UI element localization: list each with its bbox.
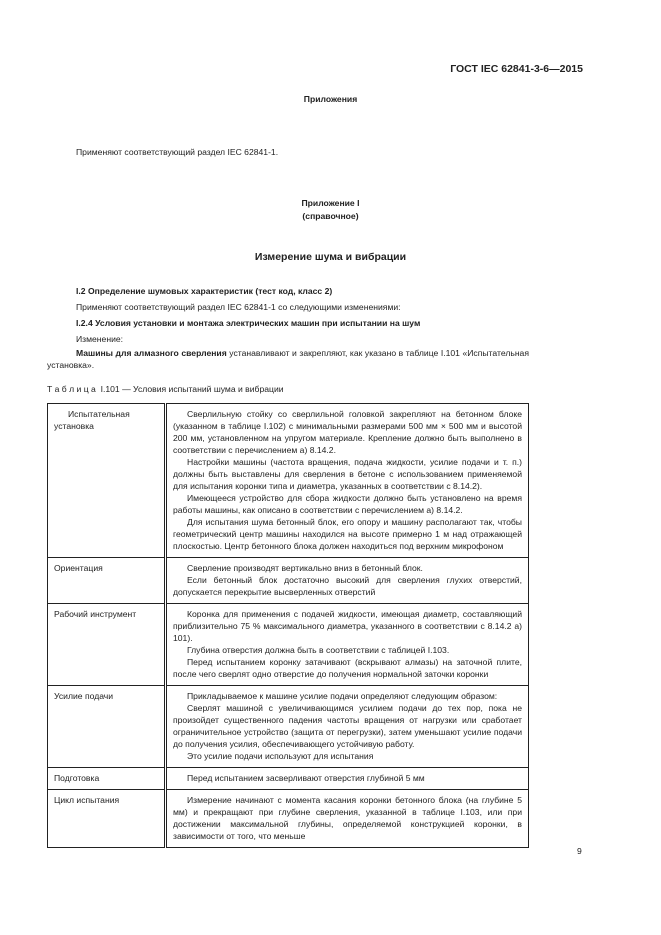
- row-label: [48, 686, 166, 768]
- table-caption: [47, 383, 284, 395]
- row-content: [166, 604, 529, 686]
- table-caption-prefix: Т а б л и ц а I.101: [47, 384, 120, 394]
- row-paragraph: Для испытания шума бетонный блок, его опору и машину располагают так, чтобы геометрический центр машины находился на высоте примерно 1 м над отражающей плоскостью. Центр бетонного блока должен находиться под верхним микрофоном: [173, 517, 522, 551]
- document-header: ГОСТ IEC 62841-3-6—2015: [450, 63, 583, 75]
- conditions-table: [47, 403, 529, 848]
- change-label: Изменение:: [76, 334, 124, 344]
- row-paragraph: Если бетонный блок достаточно высокий для сверления глухих отверстий, допускается перекрытие высверленных отверстий: [173, 575, 522, 597]
- row-label-text: Ориентация: [54, 563, 103, 573]
- row-paragraph: Сверление производят вертикально вниз в бетонный блок.: [187, 563, 423, 573]
- table-row: [48, 686, 529, 768]
- subsection-heading: I.2.4 Условия установки и монтажа электрических машин при испытании на шум: [76, 318, 421, 328]
- row-paragraph: Настройки машины (частота вращения, подача жидкости, усилие подачи и т. п.) должны быть выставлены для сверления в бетоне с использованием применяемой для испытания коронки типа и диаметра, указанных в соответствии с 8.14.2).: [173, 457, 522, 491]
- row-content: [166, 404, 529, 558]
- row-label: [48, 558, 166, 604]
- table-caption-text: — Условия испытаний шума и вибрации: [119, 384, 284, 394]
- page-number: 9: [577, 846, 582, 856]
- row-paragraph: Измерение начинают с момента касания коронки бетонного блока (на глубине 5 мм) и прекращают при глубине сверления, указанной в таблице I.103, или при достижении максимальной глубины, определяемой конструкцией коронки, в зависимости от того, что меньше: [173, 795, 522, 841]
- table-row: [48, 404, 529, 558]
- row-paragraph: Это усилие подачи используют для испытания: [187, 751, 374, 761]
- row-label-text: Рабочий инструмент: [54, 609, 137, 619]
- appendices-title: Приложения: [303, 94, 358, 104]
- table-row: [48, 768, 529, 790]
- paragraph: [47, 347, 529, 371]
- row-paragraph: Прикладываемое к машине усилие подачи определяют следующим образом:: [187, 691, 498, 701]
- row-content: [166, 768, 529, 790]
- paragraph-bold: Машины для алмазного сверления: [76, 348, 227, 358]
- row-content: [166, 558, 529, 604]
- appendices-text: Применяют соответствующий раздел IEC 62841-1.: [76, 147, 279, 157]
- annex-title: Приложение I: [301, 198, 360, 208]
- annex-type: (справочное): [302, 211, 359, 221]
- row-paragraph: Перед испытанием засверливают отверстия глубиной 5 мм: [187, 773, 425, 783]
- row-content: [166, 790, 529, 848]
- table-row: [48, 558, 529, 604]
- row-paragraph: Имеющееся устройство для сбора жидкости должно быть установлено на время работы машины, как описано в соответствии с перечислением а) 8.14.2.: [173, 493, 522, 515]
- row-paragraph: Глубина отверстия должна быть в соответствии с таблицей I.103.: [187, 645, 450, 655]
- row-paragraph: Сверлят машиной с увеличивающимся усилием подачи до тех пор, пока не произойдет существенного падения частоты вращения от нагрузки или сработает ограничительное устройство (защита от перегрузки), затем уменьшают усилие подачи до получения усилия, обеспечивающего устойчивую работу.: [173, 703, 522, 749]
- row-label: [48, 768, 166, 790]
- row-label: [48, 790, 166, 848]
- row-paragraph: Коронка для применения с подачей жидкости, имеющая диаметр, составляющий приблизительно 75 % максимального диаметра, указанного в соответствии с 8.14.2 а) 101).: [173, 609, 522, 643]
- row-paragraph: Сверлильную стойку со сверлильной головкой закрепляют на бетонном блоке (указанном в таблице I.102) с минимальными размерами 500 мм × 500 мм и высотой 200 мм, установленном на упругом материале. Крепление должно быть выполнено в соответствии с перечислением а) 8.14.2.: [173, 409, 522, 455]
- row-label-text: Подготовка: [54, 773, 100, 783]
- annex-heading: Измерение шума и вибрации: [254, 251, 407, 263]
- row-paragraph: Перед испытанием коронку затачивают (вскрывают алмазы) на заточной плите, после чего сверлят одно отверстие до получения нормальной заточки коронки: [173, 657, 522, 679]
- table-row: [48, 604, 529, 686]
- section-heading: I.2 Определение шумовых характеристик (тест код, класс 2): [76, 286, 333, 296]
- row-label: [48, 404, 166, 558]
- row-label-text: Испытательная установка: [54, 409, 130, 431]
- table-row: [48, 790, 529, 848]
- row-label-text: Цикл испытания: [54, 795, 120, 805]
- row-content: [166, 686, 529, 768]
- paragraph-text: устанавливают и закрепляют, как указано в таблице I.101 «Испытательная установка».: [47, 348, 529, 370]
- row-label: [48, 604, 166, 686]
- row-label-text: Усилие подачи: [54, 691, 114, 701]
- section-text: Применяют соответствующий раздел IEC 62841-1 со следующими изменениями:: [76, 302, 401, 312]
